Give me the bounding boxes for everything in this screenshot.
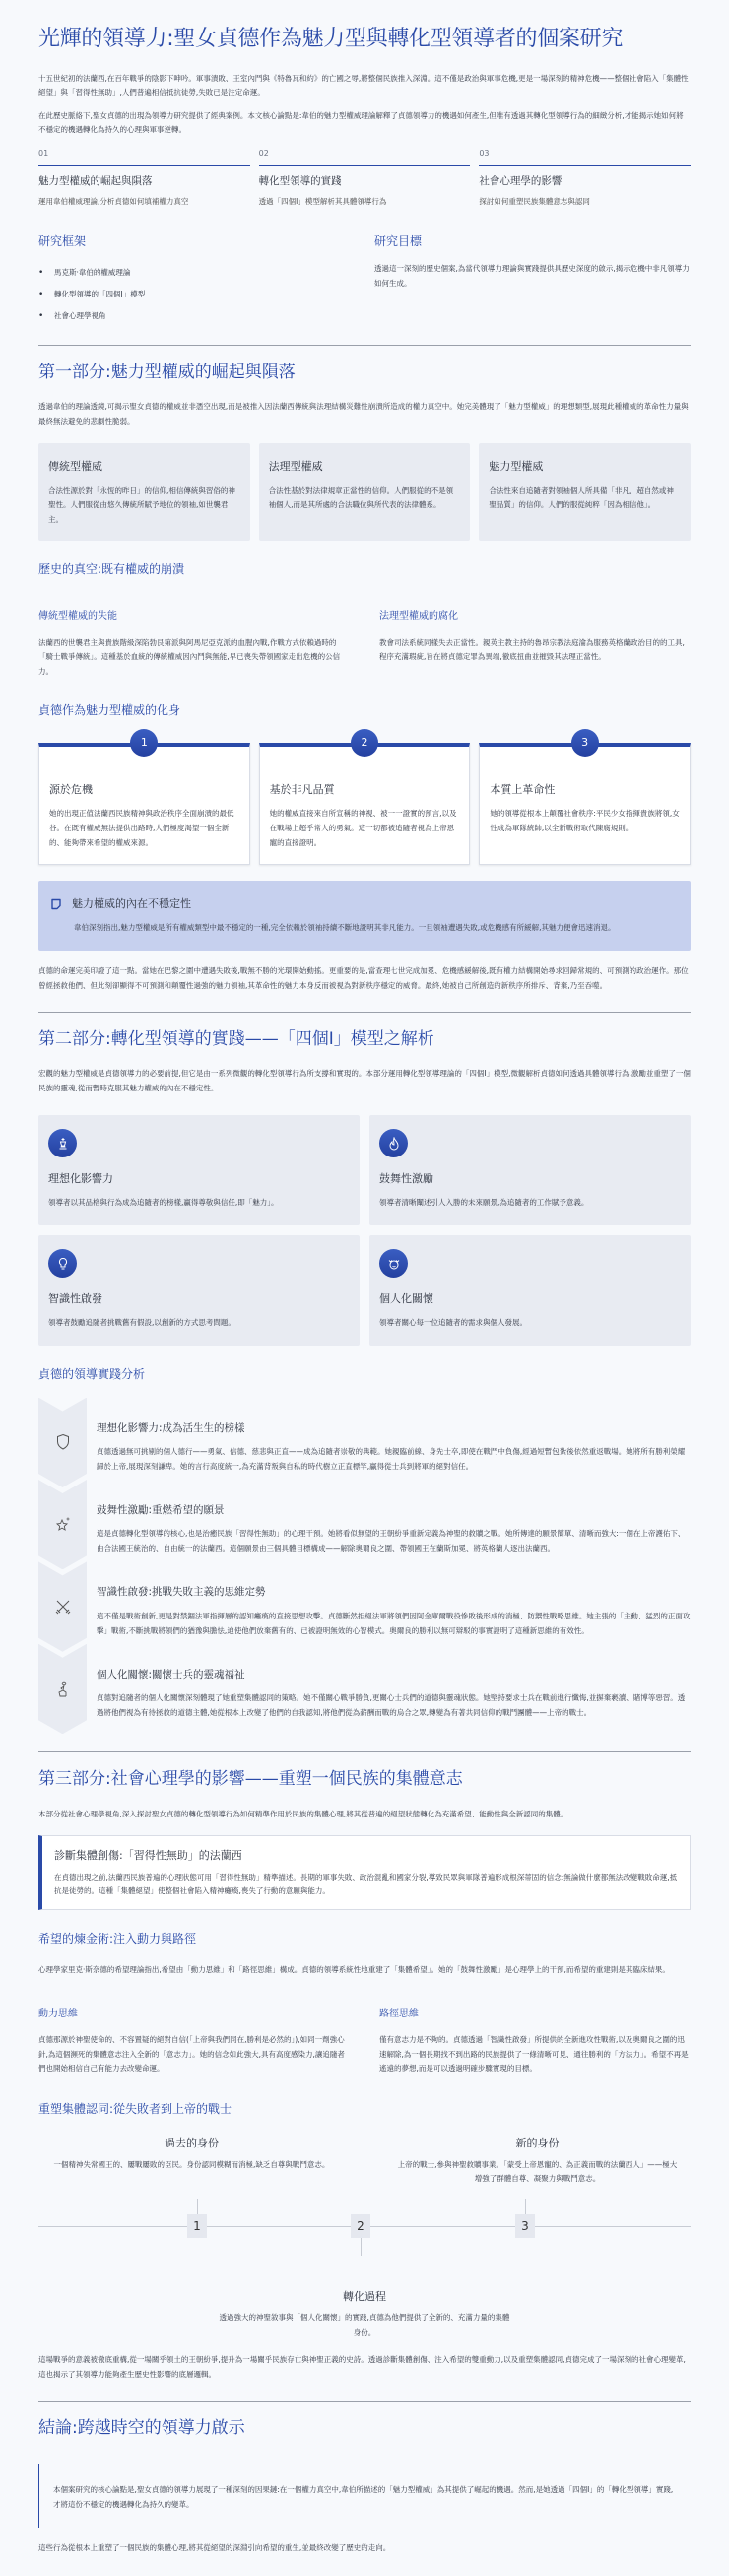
part2-title: 第二部分:轉化型領導的實踐——「四個I」模型之解析 xyxy=(38,1028,434,1049)
four-i-card-inspirational xyxy=(369,1115,691,1225)
toc-title: 魅力型權威的崛起與隕落 xyxy=(38,174,153,187)
timeline-item xyxy=(38,1487,691,1569)
item-title: 鼓舞性激勵:重燃希望的願景 xyxy=(97,1503,225,1516)
chess-king-icon xyxy=(48,1129,77,1157)
praying-figure-icon xyxy=(55,1681,71,1698)
part2-section xyxy=(38,1024,691,1735)
sparkle-star-icon xyxy=(54,1516,72,1534)
toc-number: 02 xyxy=(259,147,471,166)
four-i-cards xyxy=(38,1115,691,1346)
authority-types xyxy=(38,443,691,541)
note-header xyxy=(50,894,679,914)
identity-title: 重塑集體認同:從失敗者到上帝的戰士 xyxy=(38,2102,232,2117)
step-card xyxy=(38,735,250,865)
step-title: 本質上革命性 xyxy=(490,782,556,796)
vacuum-title: 歷史的真空:既有權威的崩潰 xyxy=(38,562,185,577)
vacuum-col-traditional xyxy=(38,594,350,679)
part1-section xyxy=(38,358,691,994)
step-card xyxy=(259,735,471,865)
goal-text: 透過這一深刻的歷史個案,為當代領導力理論與實踐提供具歷史深度的啟示,揭示危機中非凡領導力如何生成。 xyxy=(374,264,690,288)
axis-tick xyxy=(197,2199,198,2214)
divider xyxy=(38,1751,691,1752)
item-text: 貞德透過無可挑剔的個人德行——勇氣、信德、慈悲與正直——成為追隨者崇敬的典範。她親臨前線、身先士卒,即使在戰鬥中負傷,經過短暫包紮後依然重返戰場。她將所有勝利榮耀歸於上帝,展現深刻謙卑。她的言行高度統一,為充滿背叛與自私的時代樹立正直標竿,贏得從士兵到將軍的絕對信任。 xyxy=(97,1446,686,1471)
timeline-body xyxy=(87,1487,691,1569)
framework-item: • 轉化型領導的「四個I」模型 xyxy=(38,284,355,305)
framework-goal xyxy=(38,231,691,327)
timeline-body xyxy=(87,1652,691,1734)
research-goal xyxy=(374,231,691,327)
timeline-marker xyxy=(38,1644,87,1734)
instability-note xyxy=(38,881,691,951)
part3-intro: 本部分從社會心理學視角,深入探討聖女貞德的轉化型領導行為如何精準作用於民族的集體心理,將其從普遍的絕望狀態轉化為充滿希望、能動性與全新認同的集體。 xyxy=(38,1809,568,1818)
intro-paragraph-2: 在此歷史脈絡下,聖女貞德的出現為領導力研究提供了經典案例。本文核心論點是:韋伯的魅力型權威理論解釋了貞德領導力的機遇如何產生,但唯有透過其轉化型領導行為的細緻分析,才能揭示她如何將不穩定的機遇轉化為持久的心理與軍事逆轉。 xyxy=(38,110,684,135)
divider xyxy=(38,345,691,346)
toc-number: 01 xyxy=(38,147,250,166)
col-text: 法蘭西的世襲君主與貴族階級深陷勃艮第派與阿馬尼亞克派的血腥內戰,作戰方式依賴過時的「騎士戰爭傳統」。這種基於血統的傳統權威因內鬥與無能,早已喪失帶領國家走出危機的公信力。 xyxy=(38,637,341,676)
timeline-marker xyxy=(38,1398,87,1487)
vacuum-col-legal xyxy=(379,594,691,679)
vacuum-columns xyxy=(38,594,691,679)
four-i-card-intellectual xyxy=(38,1235,360,1346)
authority-card-legal xyxy=(259,443,471,541)
four-i-card-individualized xyxy=(369,1235,691,1346)
part1-after: 貞德的命運完美印證了這一點。當她在巴黎之圍中遭遇失敗後,戰無不勝的光環開始動搖。更重要的是,當查理七世完成加冕、危機感緩解後,既有權力結構開始尋求回歸常規的、可預測的政治運作。那位曾經拯救他們、但此刻卻顯得不可預測和顛覆性過強的魅力領袖,其革命性的魅力本身反而被視為對新秩序穩定的威脅。最終,她被自己所創造的新秩序所排斥、背棄,乃至吞噬。 xyxy=(38,966,689,991)
authority-card-charismatic xyxy=(479,443,691,541)
col-title: 動力思維 xyxy=(38,2008,78,2019)
toc-item-1[interactable] xyxy=(38,147,250,209)
conclusion-final: 這些行為從根本上重塑了一個民族的集體心理,將其從絕望的深淵引向希望的重生,並最終改變了歷史的走向。 xyxy=(38,2543,391,2553)
timeline-item xyxy=(38,1652,691,1734)
quote-text: 本個案研究的核心論點是,聖女貞德的領導力展現了一種深刻的因果鏈:在一個權力真空中,韋伯所描述的「魅力型權威」為其提供了崛起的機遇。然而,是她透過「四個I」的「轉化型領導」實踐,才將這份不穩定的機遇轉化為持久的變革。 xyxy=(53,2485,674,2509)
crossed-swords-icon xyxy=(54,1598,72,1616)
identity-title: 過去的身份 xyxy=(165,2137,219,2150)
timeline-marker xyxy=(38,1480,87,1569)
process-title: 轉化過程 xyxy=(343,2289,386,2303)
timeline-body xyxy=(87,1569,691,1651)
item-title: 個人化關懷:關懷士兵的靈魂福祉 xyxy=(97,1668,245,1681)
card-text: 合法性來自追隨者對領袖個人所具備「非凡、超自然或神聖品質」的信仰。人們的服從純粹「因為相信他」。 xyxy=(489,486,674,510)
timeline-item xyxy=(38,1569,691,1651)
intro-paragraph-1: 十五世紀初的法蘭西,在百年戰爭的陰影下呻吟。軍事潰敗、王室內鬥與《特魯瓦和約》的亡國之辱,將整個民族推入深淵。這不僅是政治與軍事危機,更是一場深刻的精神危機——整個社會陷入「集體性絕望」與「習得性無助」,人們普遍相信抵抗徒勞,失敗已是注定命運。 xyxy=(38,73,689,98)
item-title: 智識性啟發:挑戰失敗主義的思維定勢 xyxy=(97,1586,266,1599)
hope-intro: 心理學家里克·斯奈德的希望理論指出,希望由「動力思維」和「路徑思維」構成。貞德的領導系統性地重建了「集體希望」。她的「鼓舞性激勵」是心理學上的干預,而希望的重建則是其臨床結果。 xyxy=(38,1965,670,1975)
divider xyxy=(38,1012,691,1013)
step-text: 她的權威直接來自所宣稱的神視、被一一證實的預言,以及在戰場上超乎常人的勇氣。這一切都被追隨者視為上帝恩寵的直接證明。 xyxy=(269,809,457,848)
smile-heart-icon xyxy=(379,1249,408,1278)
lightbulb-icon xyxy=(48,1249,77,1278)
identity-compare xyxy=(38,2134,691,2187)
authority-card-traditional xyxy=(38,443,250,541)
card-text: 領導者以其品格與行為成為追隨者的榜樣,贏得尊敬與信任,即「魅力」。 xyxy=(48,1197,279,1207)
col-title: 傳統型權威的失能 xyxy=(38,611,117,623)
callout-text: 在貞德出現之前,法蘭西民族普遍的心理狀態可用「習得性無助」精準描述。長期的軍事失敗、政治混亂和國家分裂,導致民眾與軍隊普遍形成根深蒂固的信念:無論做什麼都無法改變戰敗命運,抵抗是徒勞的。這種「集體絕望」使整個社會陷入精神癱瘓,喪失了行動的意願與能力。 xyxy=(54,1872,678,1896)
part3-section xyxy=(38,1764,691,2382)
callout-title: 診斷集體創傷:「習得性無助」的法蘭西 xyxy=(54,1849,242,1863)
identity-new xyxy=(384,2134,691,2187)
step-number: 2 xyxy=(351,729,378,757)
identity-text: 上帝的戰士,參與神聖救贖事業。「蒙受上帝恩寵的、為正義而戰的法蘭西人」——極大增強了群體自尊、凝聚力與戰鬥意志。 xyxy=(397,2159,678,2184)
toc-number: 03 xyxy=(479,147,691,166)
card-title: 傳統型權威 xyxy=(48,459,102,473)
process-text: 透過強大的神聖敘事與「個人化關懷」的實踐,貞德為他們提供了全新的、充滿力量的集體身份。 xyxy=(219,2313,510,2337)
part3-closing: 這場戰爭的意義被徹底重構,從一場關乎領土的王朝紛爭,提升為一場關乎民族存亡與神聖正義的史詩。透過診斷集體創傷、注入希望的雙重動力,以及重塑集體認同,貞德完成了一場深刻的社會心理變革,這也揭示了其領導力能夠產生歷史性影響的底層邏輯。 xyxy=(38,2355,686,2380)
toc-subtitle: 探討如何重塑民族集體意志與認同 xyxy=(479,197,590,207)
hope-col-agency xyxy=(38,1992,350,2077)
card-title: 理想化影響力 xyxy=(48,1172,113,1186)
intro-section xyxy=(38,72,691,139)
embodiment-steps xyxy=(38,735,691,865)
toc-title: 轉化型領導的實踐 xyxy=(258,174,342,187)
four-i-card-idealized xyxy=(38,1115,360,1225)
item-text: 這是貞德轉化型領導的核心,也是治癒民族「習得性無助」的心理干預。她將看似無望的王朝紛爭重新定義為神聖的救贖之戰。她所傳達的願景簡單、清晰而強大:一個在上帝護佑下、由合法國王統治的、自由統一的法蘭西。這個願景由三個具體目標構成——解除奧爾良之圍、帶領國王在蘭斯加冕、將英格蘭人逐出法蘭西。 xyxy=(97,1529,686,1553)
item-text: 貞德對追隨者的個人化關懷深刻體現了她重塑集體認同的策略。她不僅關心戰爭勝負,更關心士兵們的道德與靈魂狀態。她堅持要求士兵在戰前進行懺悔,並摒棄褻瀆、賭博等惡習。透過將他們視為有待拯救的道德主體,她從根本上改變了他們的自我認知,將他們從為薪酬而戰的烏合之眾,轉變為有著共同信仰的戰鬥團體——上帝的戰士。 xyxy=(97,1693,686,1718)
goal-title: 研究目標 xyxy=(374,234,423,249)
card-text: 領導者清晰闡述引人入勝的未來願景,為追隨者的工作賦予意義。 xyxy=(379,1197,589,1207)
axis-marker-3: 3 xyxy=(515,2214,535,2238)
part1-intro: 透過韋伯的理論透鏡,可揭示聖女貞德的權威並非憑空出現,而是被推入因法蘭西傳統與法理結構災難性崩潰所造成的權力真空中。她完美體現了「魅力型權威」的理想類型,展現此種權威的革命性力量與最終無法避免的悲劇性脆弱。 xyxy=(38,402,689,427)
step-card xyxy=(479,735,691,865)
col-text: 貞德那源於神聖使命的、不容置疑的絕對自信(「上帝與我們同在,勝利是必然的」),如同一劑強心針,為這個瀕死的集體意志注入全新的「意志力」。她的信念如此強大,具有高度感染力,讓追隨者們也開始相信自己有能力去改變命運。 xyxy=(38,2035,345,2074)
toc-subtitle: 運用韋伯權威理論,分析貞德如何填補權力真空 xyxy=(38,197,189,207)
card-text: 領導者鼓勵追隨者挑戰舊有假設,以創新的方式思考問題。 xyxy=(48,1317,235,1327)
step-number: 3 xyxy=(571,729,599,757)
card-title: 法理型權威 xyxy=(268,459,323,473)
step-text: 她的領導從根本上顛覆社會秩序:平民少女指揮貴族將領,女性成為軍隊統帥,以全新戰術取代陳腐規則。 xyxy=(490,809,680,833)
toc-item-2[interactable] xyxy=(259,147,471,209)
card-title: 鼓舞性激勵 xyxy=(379,1172,433,1186)
col-title: 路徑思維 xyxy=(379,2008,419,2019)
col-title: 法理型權威的腐化 xyxy=(379,611,458,623)
col-text: 僅有意志力是不夠的。貞德透過「智識性啟發」所提供的全新進攻性戰術,以及奧爾良之圍的迅速解除,為一個長期找不到出路的民族提供了一條清晰可見、通往勝利的「方法力」。希望不再是遙遠的夢想,而是可以透過明確步驟實現的目標。 xyxy=(379,2035,689,2074)
step-title: 源於危機 xyxy=(49,782,93,796)
transformation-process xyxy=(38,2287,691,2341)
axis-tick xyxy=(361,2238,362,2256)
divider xyxy=(38,2401,691,2402)
conclusion-title: 結論:跨越時空的領導力啟示 xyxy=(38,2417,245,2438)
note-icon xyxy=(50,898,62,910)
card-title: 魅力型權威 xyxy=(489,459,544,473)
identity-title: 新的身份 xyxy=(515,2137,560,2150)
step-title: 基於非凡品質 xyxy=(269,782,335,796)
identity-past xyxy=(38,2134,345,2187)
item-text: 這不僅是戰術創新,更是對禁錮法軍指揮層的認知癱瘓的直接思想攻擊。貞德斷然拒絕法軍將領們因阿金庫爾戰役慘敗後形成的消極、防禦性戰略思維。她主張的「主動、猛烈的正面攻擊」戰術,不斷挑戰將領們的猶豫與膽怯,迫使他們放棄舊有的、已被證明無效的心智模式。奧爾良的勝利以無可辯駁的事實證明了這種新思維的有效性。 xyxy=(97,1611,691,1635)
axis-marker-1: 1 xyxy=(187,2214,207,2238)
timeline-body xyxy=(87,1406,691,1487)
step-number: 1 xyxy=(130,729,158,757)
table-of-contents xyxy=(38,147,691,209)
part3-title: 第三部分:社會心理學的影響——重塑一個民族的集體意志 xyxy=(38,1769,463,1790)
axis-marker-2: 2 xyxy=(351,2214,370,2238)
toc-subtitle: 透過「四個I」模型解析其具體領導行為 xyxy=(258,197,387,207)
fire-icon xyxy=(379,1129,408,1157)
practice-timeline xyxy=(38,1406,691,1735)
toc-title: 社會心理學的影響 xyxy=(479,174,563,187)
research-framework xyxy=(38,231,355,327)
diagnosis-callout xyxy=(38,1835,691,1910)
framework-list xyxy=(38,262,355,327)
identity-text: 一個精神失常國王的、屢戰屢敗的臣民。身份認同模糊而消極,缺乏自尊與戰鬥意志。 xyxy=(53,2159,330,2169)
step-text: 她的出現正值法蘭西民族精神與政治秩序全面崩潰的最低谷。在既有權威無法提供出路時,人們極度渴望一個全新的、能夠帶來希望的權威來源。 xyxy=(49,809,234,848)
timeline-marker xyxy=(38,1561,87,1651)
note-title: 魅力權威的內在不穩定性 xyxy=(72,897,191,911)
analysis-title: 貞德的領導實踐分析 xyxy=(38,1367,146,1382)
framework-item: • 社會心理學視角 xyxy=(38,305,355,327)
part1-title: 第一部分:魅力型權威的崛起與隕落 xyxy=(38,363,296,382)
shield-icon xyxy=(55,1433,71,1451)
page-title: 光輝的領導力:聖女貞德作為魅力型與轉化型領導者的個案研究 xyxy=(38,27,624,51)
col-text: 教會司法系統同樣失去正當性。親英主教主持的魯昂宗教法庭淪為服務英格蘭政治目的的工具,程序充滿瑕疵,旨在將貞德定罪為異端,徹底扭曲並摧毀其法理正當性。 xyxy=(379,637,685,662)
framework-item: • 馬克斯·韋伯的權威理論 xyxy=(38,262,355,284)
toc-item-3[interactable] xyxy=(479,147,691,209)
part2-intro: 宏觀的魅力型權威是貞德領導力的必要前提,但它是由一系列微觀的轉化型領導行為所支撐和實現的。本部分運用轉化型領導理論的「四個I」模型,微觀解析貞德如何透過具體領導行為,激勵並重塑了一個民族的靈魂,從而暫時克服其魅力權威的內在不穩定性。 xyxy=(38,1069,691,1092)
card-text: 合法性源於對「永恆的昨日」的信仰,相信傳統與習俗的神聖性。人們服從由悠久傳統所賦予地位的領袖,如世襲君主。 xyxy=(48,486,235,525)
note-text: 韋伯深刻指出,魅力型權威是所有權威類型中最不穩定的一種,完全依賴於領袖持續不斷地證明其非凡能力。一旦領袖遭遇失敗,或危機感有所緩解,其魅力便會迅速消退。 xyxy=(74,923,616,933)
card-text: 領導者關心每一位追隨者的需求與個人發展。 xyxy=(379,1317,527,1327)
axis-tick xyxy=(525,2199,526,2214)
card-title: 個人化關懷 xyxy=(379,1292,433,1306)
embodiment-title: 貞德作為魅力型權威的化身 xyxy=(38,702,181,717)
identity-axis xyxy=(38,2187,691,2295)
item-title: 理想化影響力:成為活生生的榜樣 xyxy=(97,1421,245,1434)
framework-title: 研究框架 xyxy=(38,234,87,249)
hope-col-pathway xyxy=(379,1992,691,2077)
hope-title: 希望的煉金術:注入動力與路徑 xyxy=(38,1931,197,1946)
conclusion-section xyxy=(38,2413,691,2556)
card-title: 智識性啟發 xyxy=(48,1292,102,1306)
card-text: 合法性基於對法律規章正當性的信仰。人們服從的不是領袖個人,而是其所處的合法職位與所代表的法律體系。 xyxy=(268,486,454,510)
timeline-item xyxy=(38,1406,691,1487)
hope-columns xyxy=(38,1992,691,2077)
